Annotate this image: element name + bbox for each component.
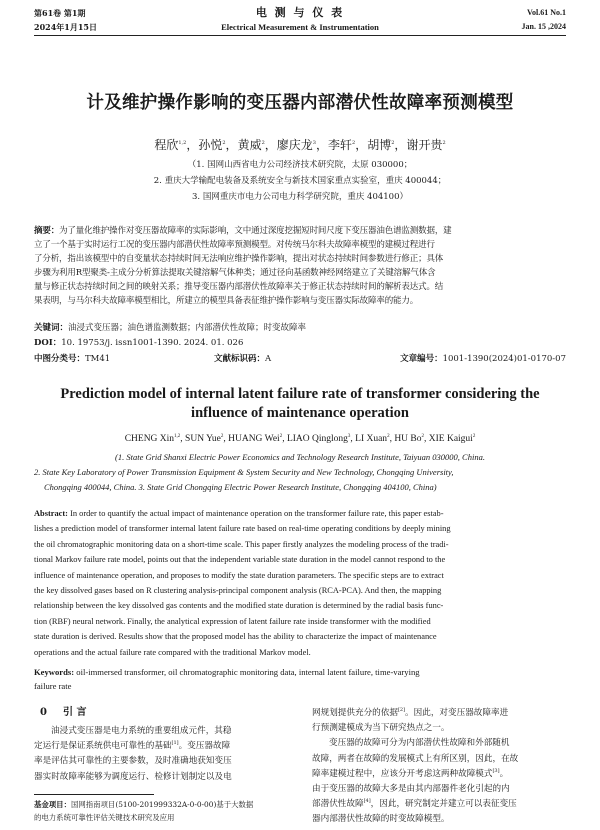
funding-text: 的电力系统可靠性评估关键技术研究及应用 — [34, 813, 175, 822]
abstract-en-line: In order to quantify the actual impact of maintenance operation on the transformer failure rate, this paper estab- — [70, 509, 444, 518]
title-en-line: influence of maintenance operation — [191, 405, 409, 421]
intro-line: 变压器的故障可分为内部潜伏性故障和外部随机 — [329, 738, 510, 749]
affiliation-line: 3. 国网重庆市电力公司电力科学研究院，重庆 404100） — [192, 192, 408, 202]
funding-text: 国网指南项目(5100-201999332A-0-0-00)基于大数据 — [70, 800, 254, 809]
author-cn: 胡博$^2$， — [367, 138, 407, 152]
intro-line: 行预测建模成为当下研究热点之一。 — [312, 723, 450, 734]
intro-line: 故障，两者在故障的发展模式上有所区别，因此，在故 — [312, 753, 519, 764]
intro-line: 由于变压器的故障大多是由其内部器件老化引起的内 — [312, 784, 510, 795]
author-cn: 谢开贵$^2$ — [406, 138, 446, 152]
intro-line: 网规划提供充分的依据[2]。因此，对变压器故障率进 — [312, 707, 509, 718]
abstract-cn-line: 为了量化维护操作对变压器故障率的实际影响，文中通过深度挖掘短时间尺度下变压器油色谱监测数据，建 — [59, 226, 452, 236]
authors-en — [60, 433, 540, 446]
keywords-en-text: failure rate — [34, 681, 72, 691]
intro-line: 部潜伏性故障[4]，因此，研究制定并建立可以表征变压 — [312, 798, 517, 810]
clc-code: 中图分类号：TM41 — [34, 354, 111, 364]
abstract-en — [34, 506, 566, 660]
affiliation-line: （1. 国网山西省电力公司经济技术研究院，太原 030000； — [187, 160, 413, 170]
title-cn: 计及维护操作影响的变压器内部潜伏性故障率预测模型 — [86, 93, 514, 113]
document-code: 文献标识码：A — [214, 354, 272, 364]
abstract-en-line: the oil chromatographic monitoring data on a short-time scale. This paper firstly analyzes the modeling process of the tradi- — [34, 539, 449, 549]
funding-label: 基金项目： — [34, 800, 71, 809]
abstract-en-line: state duration is derived. Results show that the proposed model has the ability to characterize the impact of maintenance — [34, 632, 437, 642]
abstract-en-line: operations and the actual failure rate compared with the traditional Markov model. — [34, 647, 311, 657]
issue-date: 2024年1月15日 — [34, 22, 97, 32]
footnote-rule — [34, 794, 154, 795]
doi-label: DOI： — [34, 338, 62, 348]
volume-en: Vol.61 No.1 — [526, 8, 566, 17]
section-title: 引 言 — [62, 707, 87, 718]
intro-line: 器实时故障率能够为调度运行、检修计划制定以及电 — [34, 771, 232, 782]
title-en — [40, 385, 560, 423]
journal-name-cn: 电 测 与 仪 表 — [255, 6, 345, 19]
affiliation-en-line: 2. State Key Laboratory of Power Transmission Equipment & System Security and New Technology, Chongqing University, — [34, 467, 454, 477]
intro-line: 率是评估其可靠性的主要参数，及时准确地获知变压 — [34, 756, 232, 767]
abstract-cn-line: 步骤为利用R型聚类-主成分分析算法提取关键溶解气体种类；通过径向基函数神经网络建立了关键溶解气体含 — [34, 268, 436, 279]
date-en: Jan. 15 ,2024 — [521, 22, 566, 31]
header-rule — [34, 35, 566, 36]
abstract-cn-line: 量与修正状态持续时间之间的映射关系；推导变压器内部潜伏性故障率关于修正状态持续时间的解析表达式。结 — [34, 282, 444, 293]
abstract-cn-line: 了分析，指出该模型中的自变量状态持续时间无法响应维护操作影响，提出对状态持续时间参数进行修正；具体 — [34, 254, 444, 265]
abstract-cn — [34, 224, 566, 309]
keywords-en-label: Keywords: — [34, 667, 75, 677]
abstract-en-line: the key dissolved gases based on R clustering analysis-principal component analysis (RCA-PCA). And then, the mapping — [34, 586, 442, 596]
title-en-line: Prediction model of internal latent failure rate of transformer considering the — [60, 386, 540, 402]
citation: [3] — [492, 767, 500, 774]
affiliation-en-line: (1. State Grid Shanxi Electric Power Economics and Technology Research Institute, Taiyuan 030000, China. — [115, 452, 485, 462]
intro-heading — [40, 706, 86, 720]
author-en: LI Xuan$^2$, — [355, 433, 395, 444]
author-en: XIE Kaigui$^2$ — [428, 433, 476, 444]
section-number: 0 — [40, 707, 47, 718]
keywords-en — [34, 665, 566, 693]
affiliation-en-line: Chongqing 400044, China. 3. State Grid Chongqing Electric Power Research Institute, Chongqing 404100, China) — [44, 482, 437, 492]
affiliation-line: 2. 重庆大学输配电装备及系统安全与新技术国家重点实验室，重庆 400044； — [153, 176, 447, 186]
abstract-en-line: relationship between the key dissolved gas contents and the modified state duration is determined by the radial basis func- — [34, 601, 444, 611]
abstract-cn-label: 摘要： — [34, 226, 60, 236]
author-en: HU Bo$^2$, — [394, 433, 429, 444]
keywords-cn — [34, 322, 566, 334]
intro-line: 定运行是保证系统供电可靠性的基础[1]。变压器故障 — [34, 740, 231, 752]
author-en: SUN Yue$^2$, — [185, 433, 229, 444]
intro-line: 器内部潜伏性故障的时变故障模型。 — [312, 814, 450, 825]
abstract-en-line: tional Markov failure rate model, points out that the independent variable state duration in the model cannot respond to the — [34, 555, 446, 565]
article-number: 文章编号：1001-1390(2024)01-0170-07 — [400, 354, 566, 364]
author-cn: 李轩$^2$， — [328, 138, 368, 152]
abstract-en-line: influence of maintenance operation, and proposes to modify the state duration parameters. The specific steps are to extract — [34, 570, 444, 580]
intro-right-column — [312, 706, 568, 828]
affiliations-en — [34, 450, 566, 495]
funding-note — [34, 798, 300, 824]
author-cn: 孙悦$^2$， — [198, 138, 238, 152]
author-cn: 廖庆龙$^3$， — [276, 138, 328, 152]
intro-line: 障率建模过程中，应该分开考虑这两种故障模式[3]。 — [312, 767, 509, 779]
author-en: CHENG Xin$^{1,2}$, — [124, 433, 186, 444]
doi — [34, 337, 566, 349]
author-cn: 黄威$^2$， — [237, 138, 277, 152]
citation: [4] — [363, 798, 371, 805]
abstract-cn-line: 立了一个基于实时运行工况的变压器内部潜伏性故障率预测模型。对传统马尔科夫故障率模型的建模过程进行 — [34, 240, 435, 251]
abstract-cn-line: 果表明，与马尔科夫故障率模型相比，所建立的模型具备表征维护操作影响与变压器实际故障率的能力。 — [34, 296, 419, 307]
doi-value: 10. 19753/j. issn1001-1390. 2024. 01. 026 — [61, 338, 244, 348]
abstract-en-line: lishes a prediction model of transformer internal latent failure rate based on real-time operating conditions by deeply mining — [34, 524, 451, 534]
citation: [1] — [171, 740, 179, 747]
author-cn: 程欣$^{1,2}$， — [154, 138, 199, 152]
keywords-cn-text: 油浸式变压器；油色谱监测数据；内部潜伏性故障；时变故障率 — [68, 323, 307, 333]
volume-issue: 第61卷 第1期 — [34, 8, 86, 18]
keywords-cn-label: 关键词： — [34, 323, 69, 333]
journal-name-en: Electrical Measurement & Instrumentation — [221, 22, 379, 32]
author-en: HUANG Wei$^2$, — [228, 433, 287, 444]
intro-left-column — [34, 724, 296, 785]
abstract-en-line: tion (RBF) neural network. Finally, the analytical expression of latent failure rate inside transformer with the modified — [34, 616, 431, 626]
affiliations-cn — [60, 157, 540, 205]
author-en: LIAO Qinglong$^3$, — [286, 433, 356, 444]
intro-line: 油浸式变压器是电力系统的重要组成元件，其稳 — [51, 726, 232, 736]
keywords-en-text: oil-immersed transformer, oil chromatographic monitoring data, internal latent failure, time-varying — [76, 667, 420, 677]
abstract-en-label: Abstract: — [34, 509, 68, 518]
authors-cn — [100, 137, 500, 153]
citation: [2] — [397, 707, 406, 714]
